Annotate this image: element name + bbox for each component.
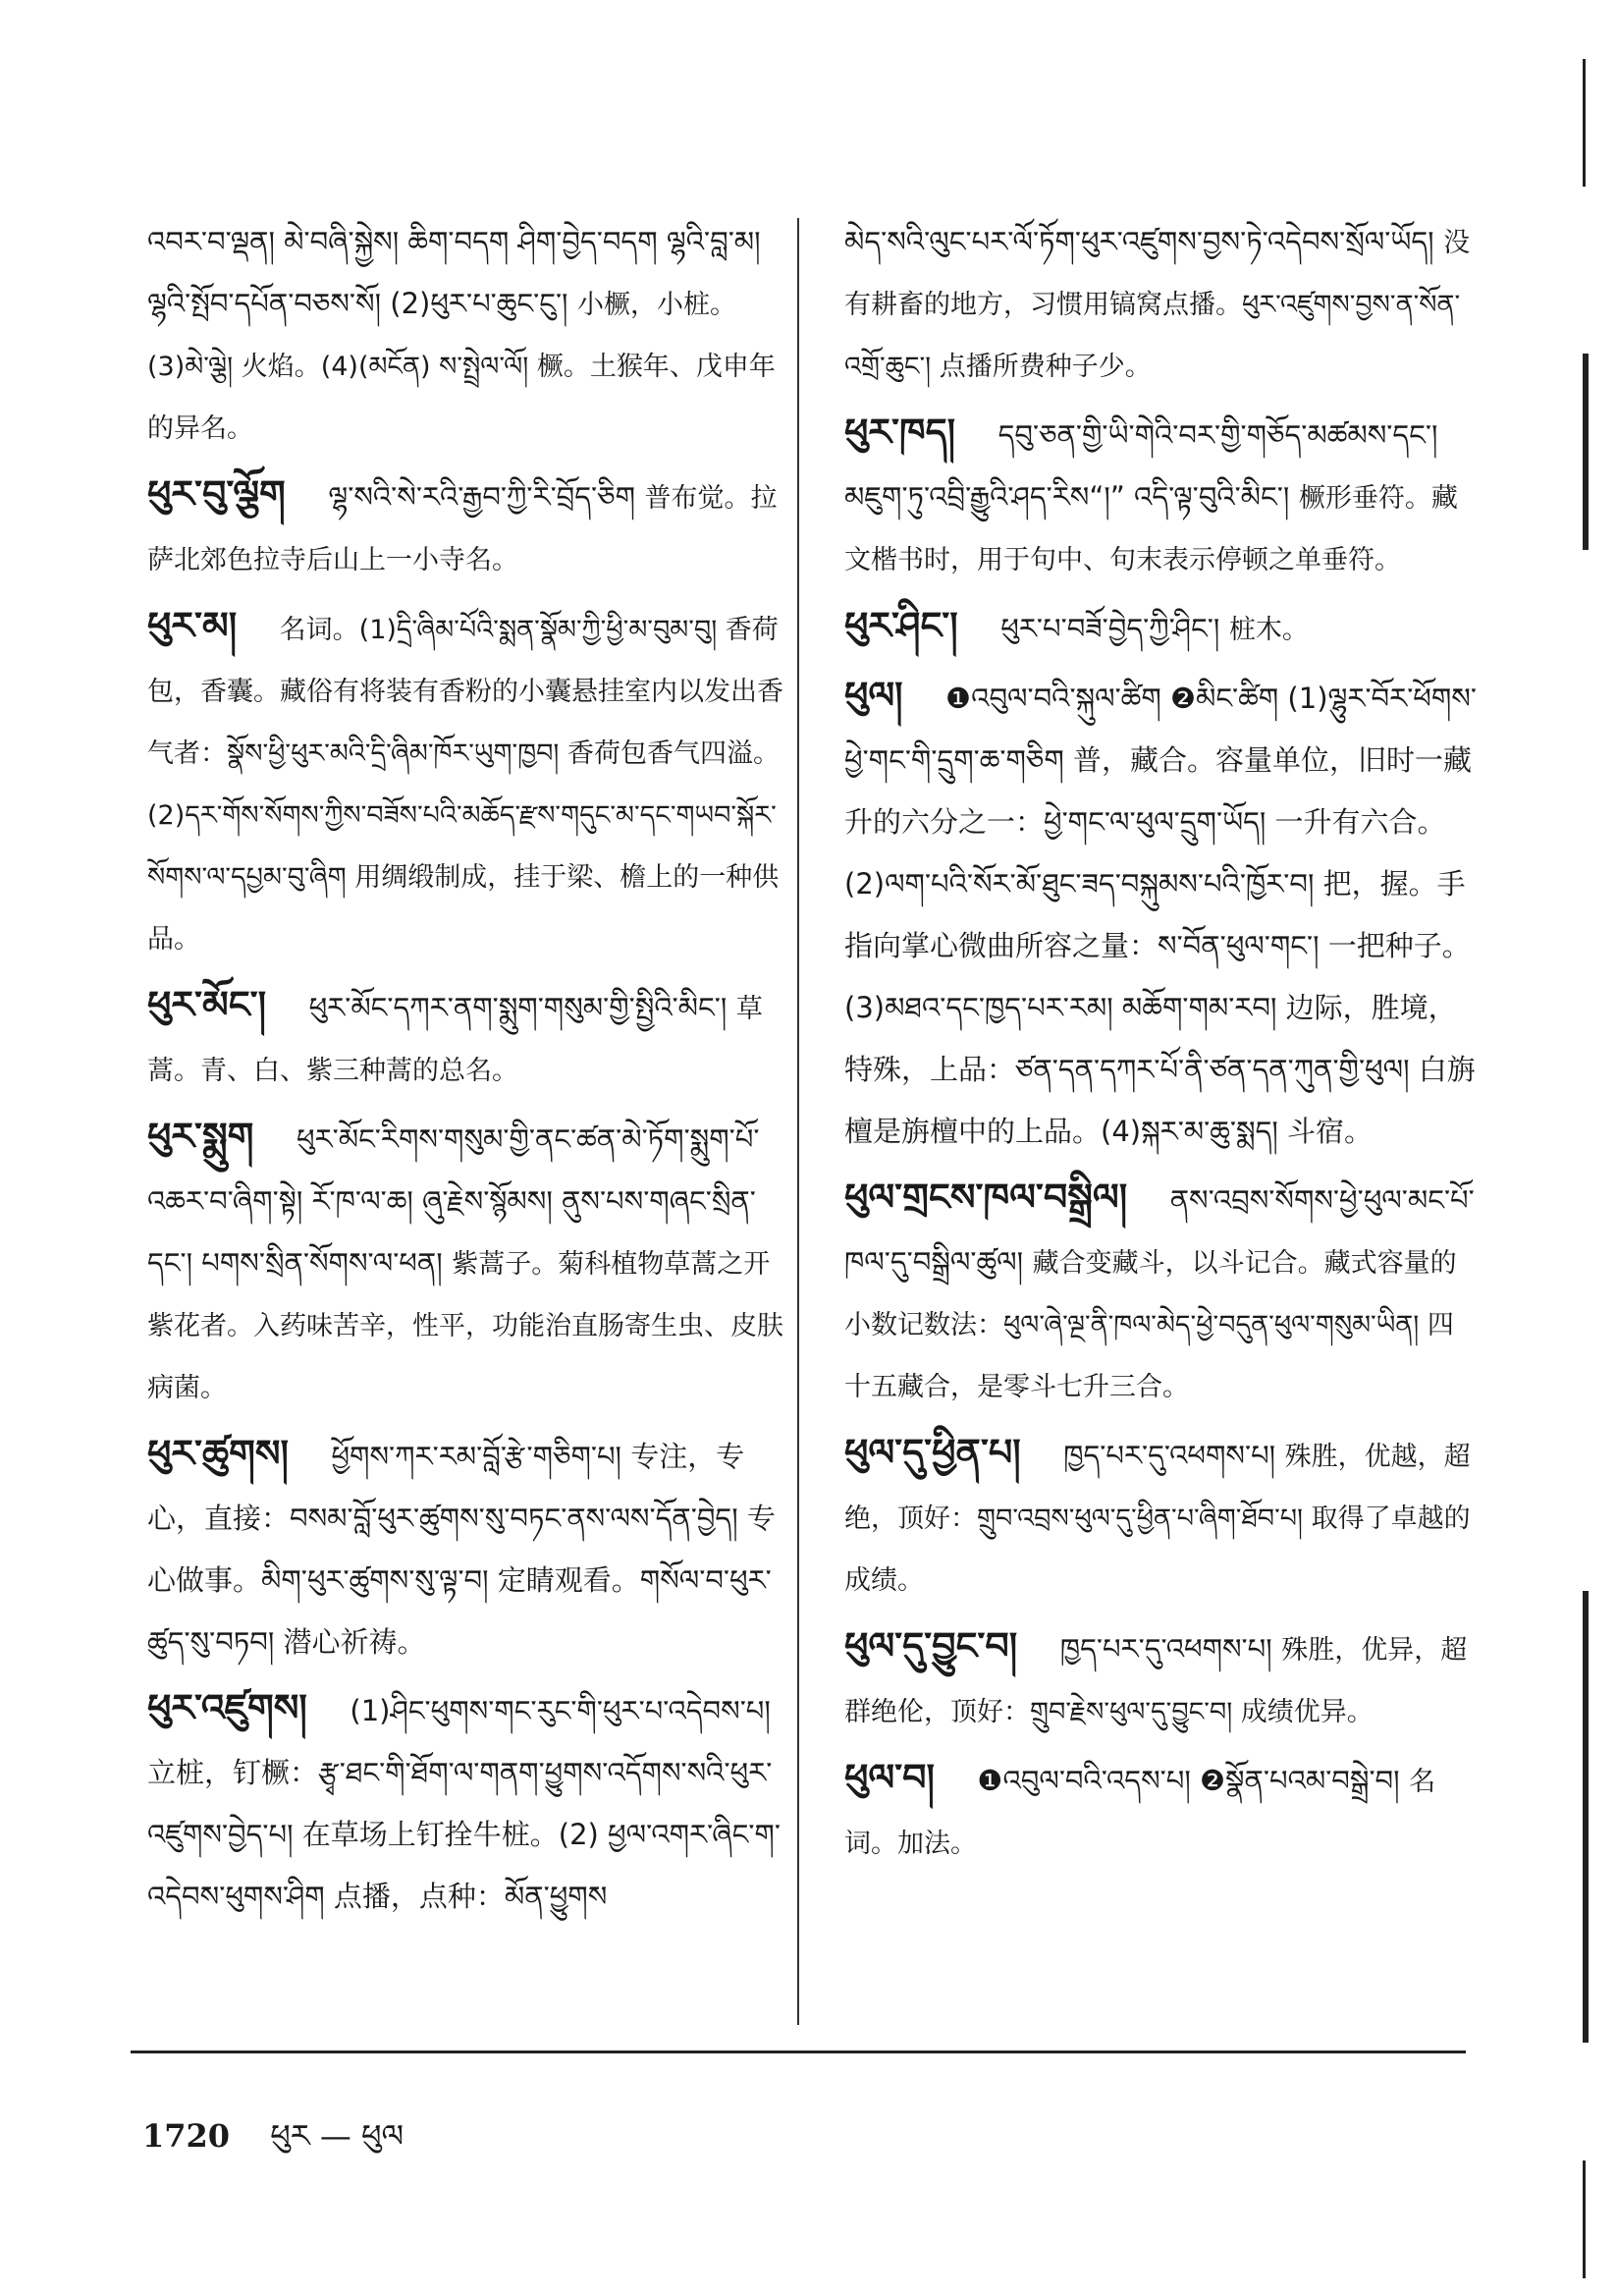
entry-chinese: 紫蒿子。菊科植物草蒿之开紫花者。入药味苦辛，性平，功能治直肠寄生虫、皮肤病菌。: [147, 1249, 783, 1403]
entry-tibetan: ཁྱད་པར་དུ་འཕགས་པ།: [1059, 1632, 1272, 1666]
entry-tibetan: ❶འབུལ་བའི་སྐུལ་ཚིག ❷མིང་ཚིག (1)ལྷུར་བོར་ཕོགས་ཕྱེ་གང་གི་དྲུག་ཆ་གཅིག 普，藏合。容量单位，旧时一藏升的六分之一：ཕྱེ་གང་ལ་ཕུལ་དྲུག་ཡོད། 一升有六合。(2)ལག་པའི་སོར་མོ་ཐུང་ཟད་བསྐུམས་པའི་ཁྱོར་བ། 把，握。手指向掌心微曲所容之量：ས་བོན་ཕུལ་གང་། 一把种子。(3)མཐའ་དང་ཁྱད་པར་རམ། མཆོག་གམ་རབ། 边际，胜境，特殊，上品：ཙན་དན་དཀར་པོ་ནི་ཙན་དན་ཀུན་གྱི་ཕུལ། 白旃檀是旃檀中的上品。(4)སྐར་མ་ཆུ་སྨད། 斗宿。: [844, 682, 1477, 1148]
dictionary-entry: [147, 1677, 785, 1928]
entry-headword: ཕུར་མ།: [147, 604, 238, 647]
entry-chinese: 殊胜，优异，超群绝伦，顶好：གྲུབ་རྗེས་ཕུལ་དུ་བྱུང་བ། 成绩优异。: [844, 1635, 1468, 1727]
entry-chinese: 藏合变藏斗，以斗记合。藏式容量的小数记数法：ཕུལ་ཞེ་ལྔ་ནི་ཁལ་མེད་ཕྱེ་བདུན་ཕུལ་གསུམ་ཡིན། 四十五藏合，是零斗七升三合。: [844, 1248, 1457, 1402]
page-number: 1720: [142, 2117, 231, 2155]
entry-tibetan: (1)ཤིང་ཕུགས་གང་རུང་གི་ཕུར་པ་འདེབས་པ། 立桩，钉橛：རྩྭ་ཐང་གི་ཐོག་ལ་གནག་ཕྱུགས་འདོགས་སའི་ཕུར་འཛུགས་བྱེད་པ། 在草场上钉拴牛桩。(2) ཕྱལ་འགར་ཞིང་ག་འདེབས་ཕུགས་ཤིག 点播，点种：མོན་ཕྱུགས: [147, 1694, 781, 1913]
dictionary-entry: [147, 211, 785, 460]
dictionary-entry: [844, 1422, 1478, 1612]
scan-edge-mark: [1583, 1591, 1589, 2043]
right-column: [844, 211, 1478, 1879]
entry-chinese: 橛形垂符。藏文楷书时，用于句中、句末表示停顿之单垂符。: [844, 483, 1458, 575]
entry-chinese: 草蒿。青、白、紫三种蒿的总名。: [147, 994, 763, 1086]
entry-tibetan: ལྷ་སའི་སེ་རའི་རྒྱབ་ཀྱི་རི་བྲོད་ཅིག: [328, 480, 635, 514]
entry-chinese: 小橛，小桩。(3)མེ་ལྕེ། 火焰。(4)(མངོན) ས་སྤྲེལ་ལོ། 橛。土猴年、戊申年的异名。: [147, 290, 776, 444]
entry-headword: ཕུར་ཚུགས།: [147, 1432, 289, 1475]
scan-edge-mark: [1583, 354, 1589, 550]
entry-chinese: 没有耕畜的地方，习惯用镐窝点播。ཕུར་འཛུགས་བྱས་ན་སོན་འགྲོ་ཆུང་། 点播所费种子少。: [844, 228, 1471, 382]
dictionary-entry: [844, 1167, 1478, 1418]
entry-tibetan: འབར་བ་ལྡན། མེ་བཞི་སྐྱེས། ཆིག་བདག ཤིག་བྱེད་བདག ལྷའི་བླ་མ། ལྷའི་སྤོབ་དཔོན་བཅས་སོ། (2)ཕུར་པ་ཆུང་ངུ་།: [147, 225, 761, 320]
left-column: [147, 211, 785, 1932]
dictionary-entry: [147, 1423, 785, 1673]
entry-tibetan: ཕུར་མོང་རིགས་གསུམ་གྱི་ནང་ཚན་མེ་ཏོག་སྨུག་པོ་འཆར་བ་ཞིག་སྟེ། རོ་ཁ་ལ་ཆ། ཞུ་རྗེས་སྙོམས། ནུས་པས་གཞང་སྲིན་དང་། པགས་སྲིན་སོགས་ལ་ཕན།: [147, 1122, 760, 1280]
entry-chinese: 桩木。: [1228, 615, 1309, 645]
dictionary-entry: [844, 1747, 1478, 1875]
entry-tibetan: ཕུར་མོང་དཀར་ནག་སྨུག་གསུམ་གྱི་སྤྱིའི་མིང་།: [308, 991, 728, 1024]
entry-chinese: 殊胜，优越，超绝，顶好：གྲུབ་འབྲས་ཕུལ་དུ་ཕྱིན་པ་ཞིག་ཐོབ་པ། 取得了卓越的成绩。: [844, 1442, 1471, 1596]
entry-tibetan: ❶འབུལ་བའི་འདས་པ། ❷སྣོན་པའམ་བསྒྲེ་བ།: [977, 1764, 1400, 1797]
column-divider: [797, 218, 799, 2025]
entry-headword: ཕུལ་གྲངས་ཁལ་བསྒྲིལ།: [844, 1175, 1128, 1219]
footer-rule: [131, 2050, 1466, 2053]
entry-headword: ཕུལ་བ།: [844, 1756, 935, 1799]
entry-headword: ཕུར་སྨུག: [147, 1115, 254, 1158]
entry-tibetan: ནས་འབྲས་སོགས་ཕྱེ་ཕུལ་མང་པོ་ཁལ་དུ་བསྒྲིལ་ཚུལ།: [844, 1183, 1475, 1279]
page-range: ཕུར — ཕུལ: [270, 2117, 404, 2155]
entry-tibetan: ཕྱོགས་ཀར་རམ་བློ་རྩེ་གཅིག་པ། 专注，专心，直接：བསམ་བློ་ཕུར་ཚུགས་སུ་བཏང་ནས་ལས་དོན་བྱེད། 专心做事。མིག་ཕུར་ཚུགས་སུ་ལྟ་བ། 定睛观看。གསོལ་བ་ཕུར་ཚུད་སུ་བཏབ། 潜心祈祷。: [147, 1440, 776, 1659]
dictionary-entry: [844, 1615, 1478, 1743]
entry-tibetan: དབུ་ཅན་གྱི་ཡི་གེའི་བར་གྱི་གཅོད་མཚམས་དང་། མཇུག་ཏུ་འབྲི་རྒྱུའི་ཤད་རིས“།” འདི་ལྟ་བུའི་མིང་།: [844, 418, 1438, 514]
entry-headword: ཕུལ་དུ་བྱུང་བ།: [844, 1624, 1018, 1667]
entry-chinese: 普布觉。拉萨北郊色拉寺后山上一小寺名。: [147, 483, 778, 575]
entry-headword: ཕུར་ཁད།: [844, 410, 956, 454]
entry-chinese: 名词。(1)དྲི་ཞིམ་པོའི་སྨན་སྣོམ་ཀྱི་ཕྱི་མ་བུམ་བུ། 香荷包，香囊。藏俗有将装有香粉的小囊悬挂室内以发出香气者：སྣོས་ཕྱི་ཕུར་མའི་དྲི་ཞིམ་ཁོར་ཡུག་ཁྱབ། 香荷包香气四溢。(2)དར་གོས་སོགས་ཀྱིས་བཟོས་པའི་མཆོད་རྫས་གདུང་མ་དང་གཡབ་སྐོར་སོགས་ལ་དཔྱམ་བུ་ཞིག 用绸缎制成，挂于梁、檐上的一种供品。: [147, 615, 783, 955]
entry-tibetan: ཕུར་པ་བཟོ་བྱེད་ཀྱི་ཤིང་།: [1000, 612, 1220, 645]
scan-edge-mark: [1583, 59, 1586, 187]
entry-headword: ཕུལ།: [844, 674, 903, 717]
dictionary-entry: [147, 974, 785, 1102]
entry-headword: ཕུར་འཛུགས།: [147, 1686, 307, 1729]
entry-headword: ཕུལ་དུ་ཕྱིན་པ།: [844, 1431, 1021, 1474]
entry-headword: ཕུར་ཤིང་།: [844, 604, 958, 647]
dictionary-entry: [147, 464, 785, 591]
entry-headword: ཕུར་མོང་།: [147, 983, 267, 1026]
dictionary-entry: [147, 595, 785, 970]
dictionary-entry: [147, 1106, 785, 1419]
dictionary-entry: [844, 211, 1478, 398]
dictionary-entry: [844, 665, 1478, 1163]
scan-edge-mark: [1583, 2160, 1586, 2278]
dictionary-entry: [844, 595, 1478, 661]
entry-tibetan: མེད་སའི་ལུང་པར་ལོ་ཏོག་ཕུར་འཛུགས་བྱས་ཏེ་འདེབས་སྲོལ་ཡོད།: [844, 225, 1434, 258]
page-footer: [142, 2102, 404, 2190]
dictionary-entry: [844, 402, 1478, 591]
entry-chinese: 名词。加法。: [844, 1767, 1436, 1859]
entry-tibetan: ཁྱད་པར་དུ་འཕགས་པ།: [1063, 1439, 1276, 1472]
entry-headword: ཕུར་བུ་ལྕོག: [147, 472, 286, 516]
